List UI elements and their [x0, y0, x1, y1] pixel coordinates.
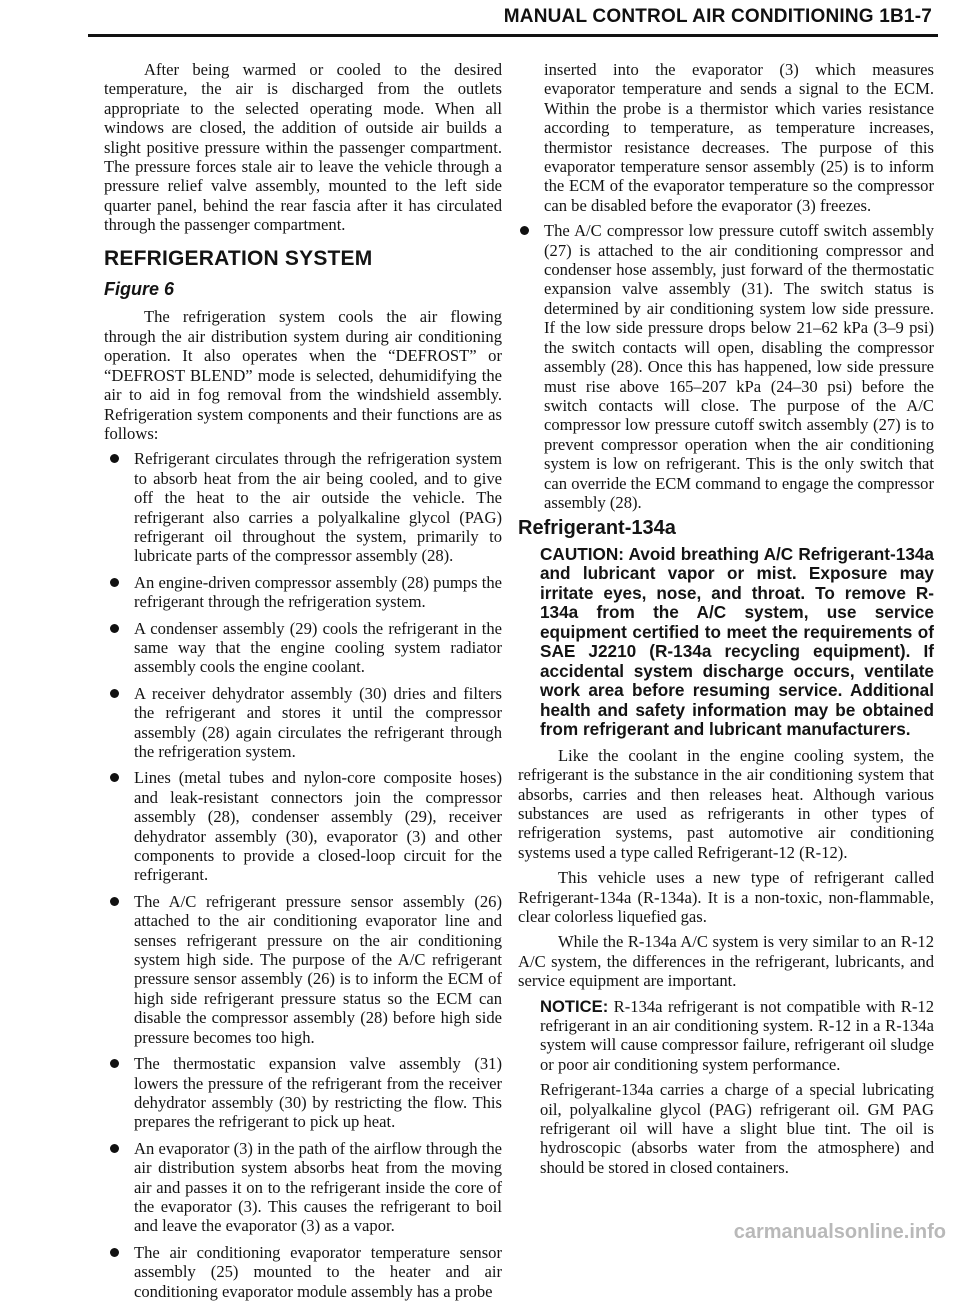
notice-block: [540, 997, 934, 1178]
bullet-icon: [110, 1248, 119, 1257]
bullet-icon: [110, 624, 119, 633]
list-item-text: Lines (metal tubes and nylon-core composite hoses) and leak-resistant connectors join the compressor assembly (28), condenser assembly (29), receiver dehydrator assembly (30), evaporator (3) and other components to provide a closed-loop circuit for the refrigerant.: [134, 768, 502, 885]
intro-paragraph: After being warmed or cooled to the desired temperature, the air is discharged from the outlets appropriate to the selected operating mode. When all windows are closed, the addition of outside air builds a slight positive pressure within the passenger compartment. The pressure forces stale air to leave the vehicle through a pressure relief valve assembly, mounted to the left side quarter panel, behind the rear fascia after it has circulated through the passenger compartment.: [104, 60, 502, 235]
left-column: [104, 60, 502, 1308]
watermark: carmanualsonline.info: [733, 1221, 946, 1243]
list-item-text: The A/C refrigerant pressure sensor assembly (26) attached to the air conditioning evaporator line and senses refrigerant pressure on the air conditioning system high side. The purpose of the A/C refrigerant pressure sensor assembly (26) is to inform the ECM of high side refrigerant pressure status so the ECM can disable the compressor assembly (28) before high side pressure becomes too high.: [134, 891, 502, 1047]
body-paragraph: While the R-134a A/C system is very similar to an R-12 A/C system, the differences in the refrigerant, lubricants, and service equipment are important.: [518, 932, 934, 991]
bullet-icon: [110, 454, 119, 463]
bullet-icon: [110, 1144, 119, 1153]
page-header-title: MANUAL CONTROL AIR CONDITIONING 1B1-7: [503, 6, 932, 27]
list-item-text: Refrigerant circulates through the refrigeration system to absorb heat from the air being cooled, and to give off the heat to the air outside the vehicle. The refrigerant also carries a polyalkaline glycol (PAG) refrigerant oil throughout the system, primarily to lubricate parts of the compressor assembly (28).: [134, 449, 502, 566]
bullet-icon: [110, 689, 119, 698]
continuation-paragraph: inserted into the evaporator (3) which measures evaporator temperature and sends a signal to the ECM. Within the probe is a thermistor which varies resistance according to temperature, as temperature increases, thermistor resistance decreases. The purpose of this evaporator temperature sensor assembly (25) is to inform the ECM of the evaporator temperature so the compressor can be disabled before the evaporator (3) freezes.: [544, 60, 934, 215]
bullet-icon: [110, 578, 119, 587]
notice-text: R-134a refrigerant is not compatible with R-12 refrigerant in an air conditioning system. R-12 in a R-134a system will cause compressor failure, refrigerant oil sludge or poor air conditioning system performance.: [540, 996, 934, 1074]
bullet-icon: [110, 1059, 119, 1068]
list-item: [108, 1139, 502, 1236]
list-item-text: A receiver dehydrator assembly (30) dries and filters the refrigerant and stores it until the compressor assembly (28) again circulates the refrigerant through the refrigeration system.: [134, 683, 502, 761]
switch-list: [518, 221, 934, 512]
list-item: [108, 1054, 502, 1132]
body-paragraph: Like the coolant in the engine cooling system, the refrigerant is the substance in the air conditioning system that absorbs, carries and then releases heat. Although various substances are used as refrigerants in other types of refrigeration systems, past automotive air conditioning systems used a type called Refrigerant-12 (R-12).: [518, 745, 934, 862]
list-item: [108, 619, 502, 677]
list-item-text: The A/C compressor low pressure cutoff switch assembly (27) is attached to the air conditioning compressor and condenser hose assembly, just forward of the thermostatic expansion valve assembly (31). The switch status is determined by air conditioning system low side pressure. If the low side pressure drops below 21–62 kPa (3–9 psi) the switch contacts will open, disabling the compressor assembly (28). Once this has happened, low side pressure must rise above 165–207 kPa (24–30 psi) before the switch contacts will close. The purpose of the A/C compressor low pressure cutoff switch assembly (27) is to prevent compressor operation when the air conditioning system is low on refrigerant. This is the only switch that can override the ECM command to engage the compressor assembly (28).: [544, 221, 934, 512]
refrigerant-subheading: Refrigerant-134a: [518, 517, 676, 540]
list-item: [108, 573, 502, 612]
list-item-text: An engine-driven compressor assembly (28) pumps the refrigerant through the refrigeration system.: [134, 572, 502, 612]
right-column: [518, 60, 934, 1183]
section-heading: REFRIGERATION SYSTEM: [104, 246, 373, 270]
figure-label: Figure 6: [104, 279, 175, 300]
header-rule: [88, 34, 938, 37]
list-item: [108, 449, 502, 565]
list-item-text: The thermostatic expansion valve assembly (31) lowers the pressure of the refrigerant from the receiver dehydrator assembly (30) by restricting the flow. This prepares the refrigerant to pick up heat.: [134, 1054, 502, 1132]
list-item: [108, 684, 502, 762]
section-intro-paragraph: The refrigeration system cools the air flowing through the air distribution system during air conditioning operation. It also operates when the “DEFROST” or “DEFROST BLEND” mode is selected, dehumidifying the air to aid in fog removal from the windshield assembly. Refrigeration system components and their functions are as follows:: [104, 307, 502, 443]
list-item-text: An evaporator (3) in the path of the airflow through the air distribution system absorbs heat from the moving air and passes it on to the refrigerant inside the core of the evaporator (3). This causes the refrigerant to boil and leave the evaporator (3) as a vapor.: [134, 1138, 502, 1236]
body-paragraph: This vehicle uses a new type of refrigerant called Refrigerant-134a (R-134a). It is a non-toxic, non-flammable, clear colorless liquefied gas.: [518, 868, 934, 926]
component-list: [108, 449, 502, 1301]
notice-label: NOTICE:: [540, 996, 609, 1016]
bullet-icon: [110, 773, 119, 782]
notice-paragraph-2: Refrigerant-134a carries a charge of a special lubricating oil, polyalkaline glycol (PAG) refrigerant oil. GM PAG refrigerant oil will have a slight blue tint. The oil is hydroscopic (absorbs water from the atmosphere) and should be stored in closed containers.: [540, 1080, 934, 1177]
list-item: [108, 892, 502, 1047]
bullet-icon: [110, 897, 119, 906]
caution-block: CAUTION: Avoid breathing A/C Refrigerant-134a and lubricant vapor or mist. Exposure may irritate eyes, nose, and throat. To remove R-134a from the A/C system, use service equipment certified to meet the requirements of SAE J2210 (R-134a recycling equipment). If accidental system discharge occurs, ventilate work area before resuming service. Additional health and safety information may be obtained from refrigerant and lubricant manufacturers.: [540, 543, 934, 740]
notice-paragraph: [540, 997, 934, 1075]
list-item: [108, 768, 502, 884]
list-item: [108, 1243, 502, 1301]
list-item-text: The air conditioning evaporator temperature sensor assembly (25) mounted to the heater and air conditioning evaporator module assembly has a probe: [134, 1242, 502, 1301]
list-item-text: A condenser assembly (29) cools the refrigerant in the same way that the engine cooling system radiator assembly cools the engine coolant.: [134, 618, 502, 677]
bullet-icon: [520, 226, 529, 235]
list-item: [518, 221, 934, 512]
